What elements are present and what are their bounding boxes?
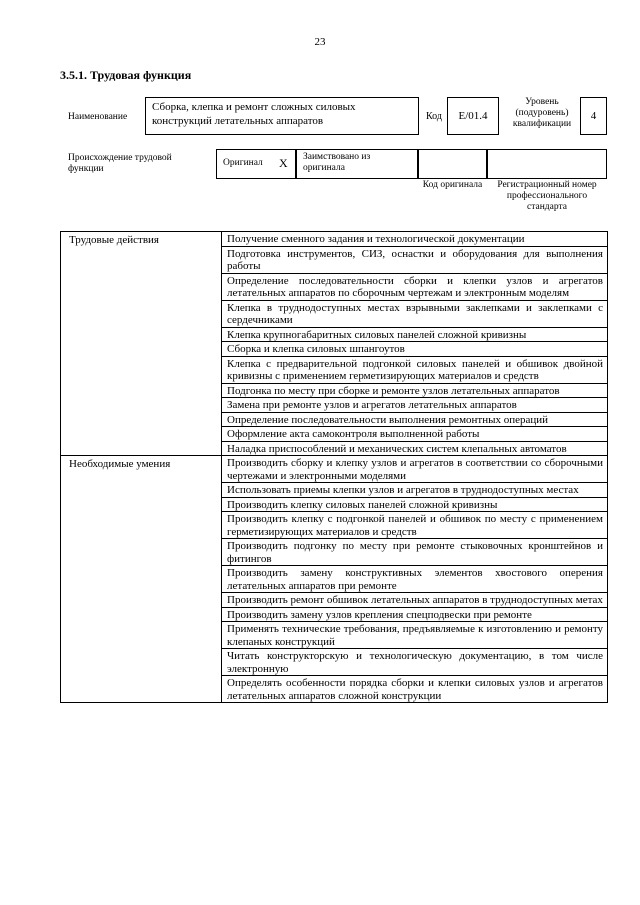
table-cell: Производить замену конструктивных элементов хвостового оперения летательных аппаратов при ремонте [222, 566, 608, 593]
table-cell: Подготовка инструментов, СИЗ, оснастки и оборудования для выполнения работы [222, 246, 608, 273]
table-cell: Клепка с предварительной подгонкой силовых панелей и обшивок двойной кривизны с применением герметизирующих материалов и средств [222, 356, 608, 383]
table-cell: Применять технические требования, предъявляемые к изготовлению и ремонту клепаных конструкций [222, 622, 608, 649]
original-code-caption: Код оригинала [422, 180, 483, 190]
table-cell: Подгонка по месту при сборке и ремонте узлов летательных аппаратов [222, 383, 608, 398]
function-table [60, 231, 608, 703]
table-cell: Клепка крупногабаритных силовых панелей сложной кривизны [222, 327, 608, 342]
table-cell: Производить клепку с подгонкой панелей и обшивок по месту с применением герметизирующих материалов и средств [222, 512, 608, 539]
table-cell: Определять особенности порядка сборки и клепки силовых узлов и агрегатов летательных аппаратов сложной конструкции [222, 676, 608, 703]
code-label: Код [426, 111, 442, 122]
table-cell: Производить сборку и клепку узлов и агрегатов в соответствии со сборочными чертежами и электронными моделями [222, 456, 608, 483]
registration-number-cell [487, 149, 607, 179]
group-label: Необходимые умения [61, 456, 222, 703]
page-number: 23 [314, 36, 326, 48]
original-mark: X [279, 156, 288, 170]
group-label: Трудовые действия [61, 232, 222, 456]
original-label: Оригинал [223, 158, 263, 168]
function-code-field: E/01.4 [447, 97, 499, 135]
table-cell: Использовать приемы клепки узлов и агрегатов в труднодоступных местах [222, 483, 608, 498]
table-cell: Определение последовательности сборки и клепки узлов и агрегатов летательных аппаратов по сборочным чертежам и электронным моделям [222, 273, 608, 300]
table-cell: Производить клепку силовых панелей сложной кривизны [222, 497, 608, 512]
origin-label: Происхождение трудовой функции [68, 153, 172, 174]
table-cell: Оформление акта самоконтроля выполненной работы [222, 427, 608, 442]
function-name-field: Сборка, клепка и ремонт сложных силовых конструкций летательных аппаратов [145, 97, 419, 135]
table-cell: Наладка приспособлений и механических систем клепальных автоматов [222, 441, 608, 456]
table-cell: Замена при ремонте узлов и агрегатов летательных аппаратов [222, 398, 608, 413]
table-row [61, 456, 608, 483]
original-cell [216, 149, 296, 179]
table-cell: Сборка и клепка силовых шпангоутов [222, 342, 608, 357]
name-label: Наименование [68, 112, 128, 122]
table-cell: Производить подгонку по месту при ремонте стыковочных кронштейнов и фитингов [222, 539, 608, 566]
table-cell: Читать конструкторскую и технологическую документацию, в том числе электронную [222, 649, 608, 676]
section-title: 3.5.1. Трудовая функция [60, 68, 192, 82]
table-row [61, 232, 608, 247]
table-cell: Производить ремонт обшивок летательных аппаратов в труднодоступных метах [222, 593, 608, 608]
table-cell: Получение сменного задания и технологической документации [222, 232, 608, 247]
table-cell: Клепка в труднодоступных местах взрывными заклепками и заклепками с сердечниками [222, 300, 608, 327]
qualification-level-field: 4 [580, 97, 607, 135]
registration-number-caption: Регистрационный номер профессионального стандарта [497, 180, 597, 212]
original-code-cell [418, 149, 487, 179]
table-cell: Производить замену узлов крепления спецподвески при ремонте [222, 607, 608, 622]
borrowed-label: Заимствовано из оригинала [296, 149, 418, 179]
table-cell: Определение последовательности выполнения ремонтных операций [222, 412, 608, 427]
qualification-level-label: Уровень (подуровень) квалификации [512, 97, 572, 129]
